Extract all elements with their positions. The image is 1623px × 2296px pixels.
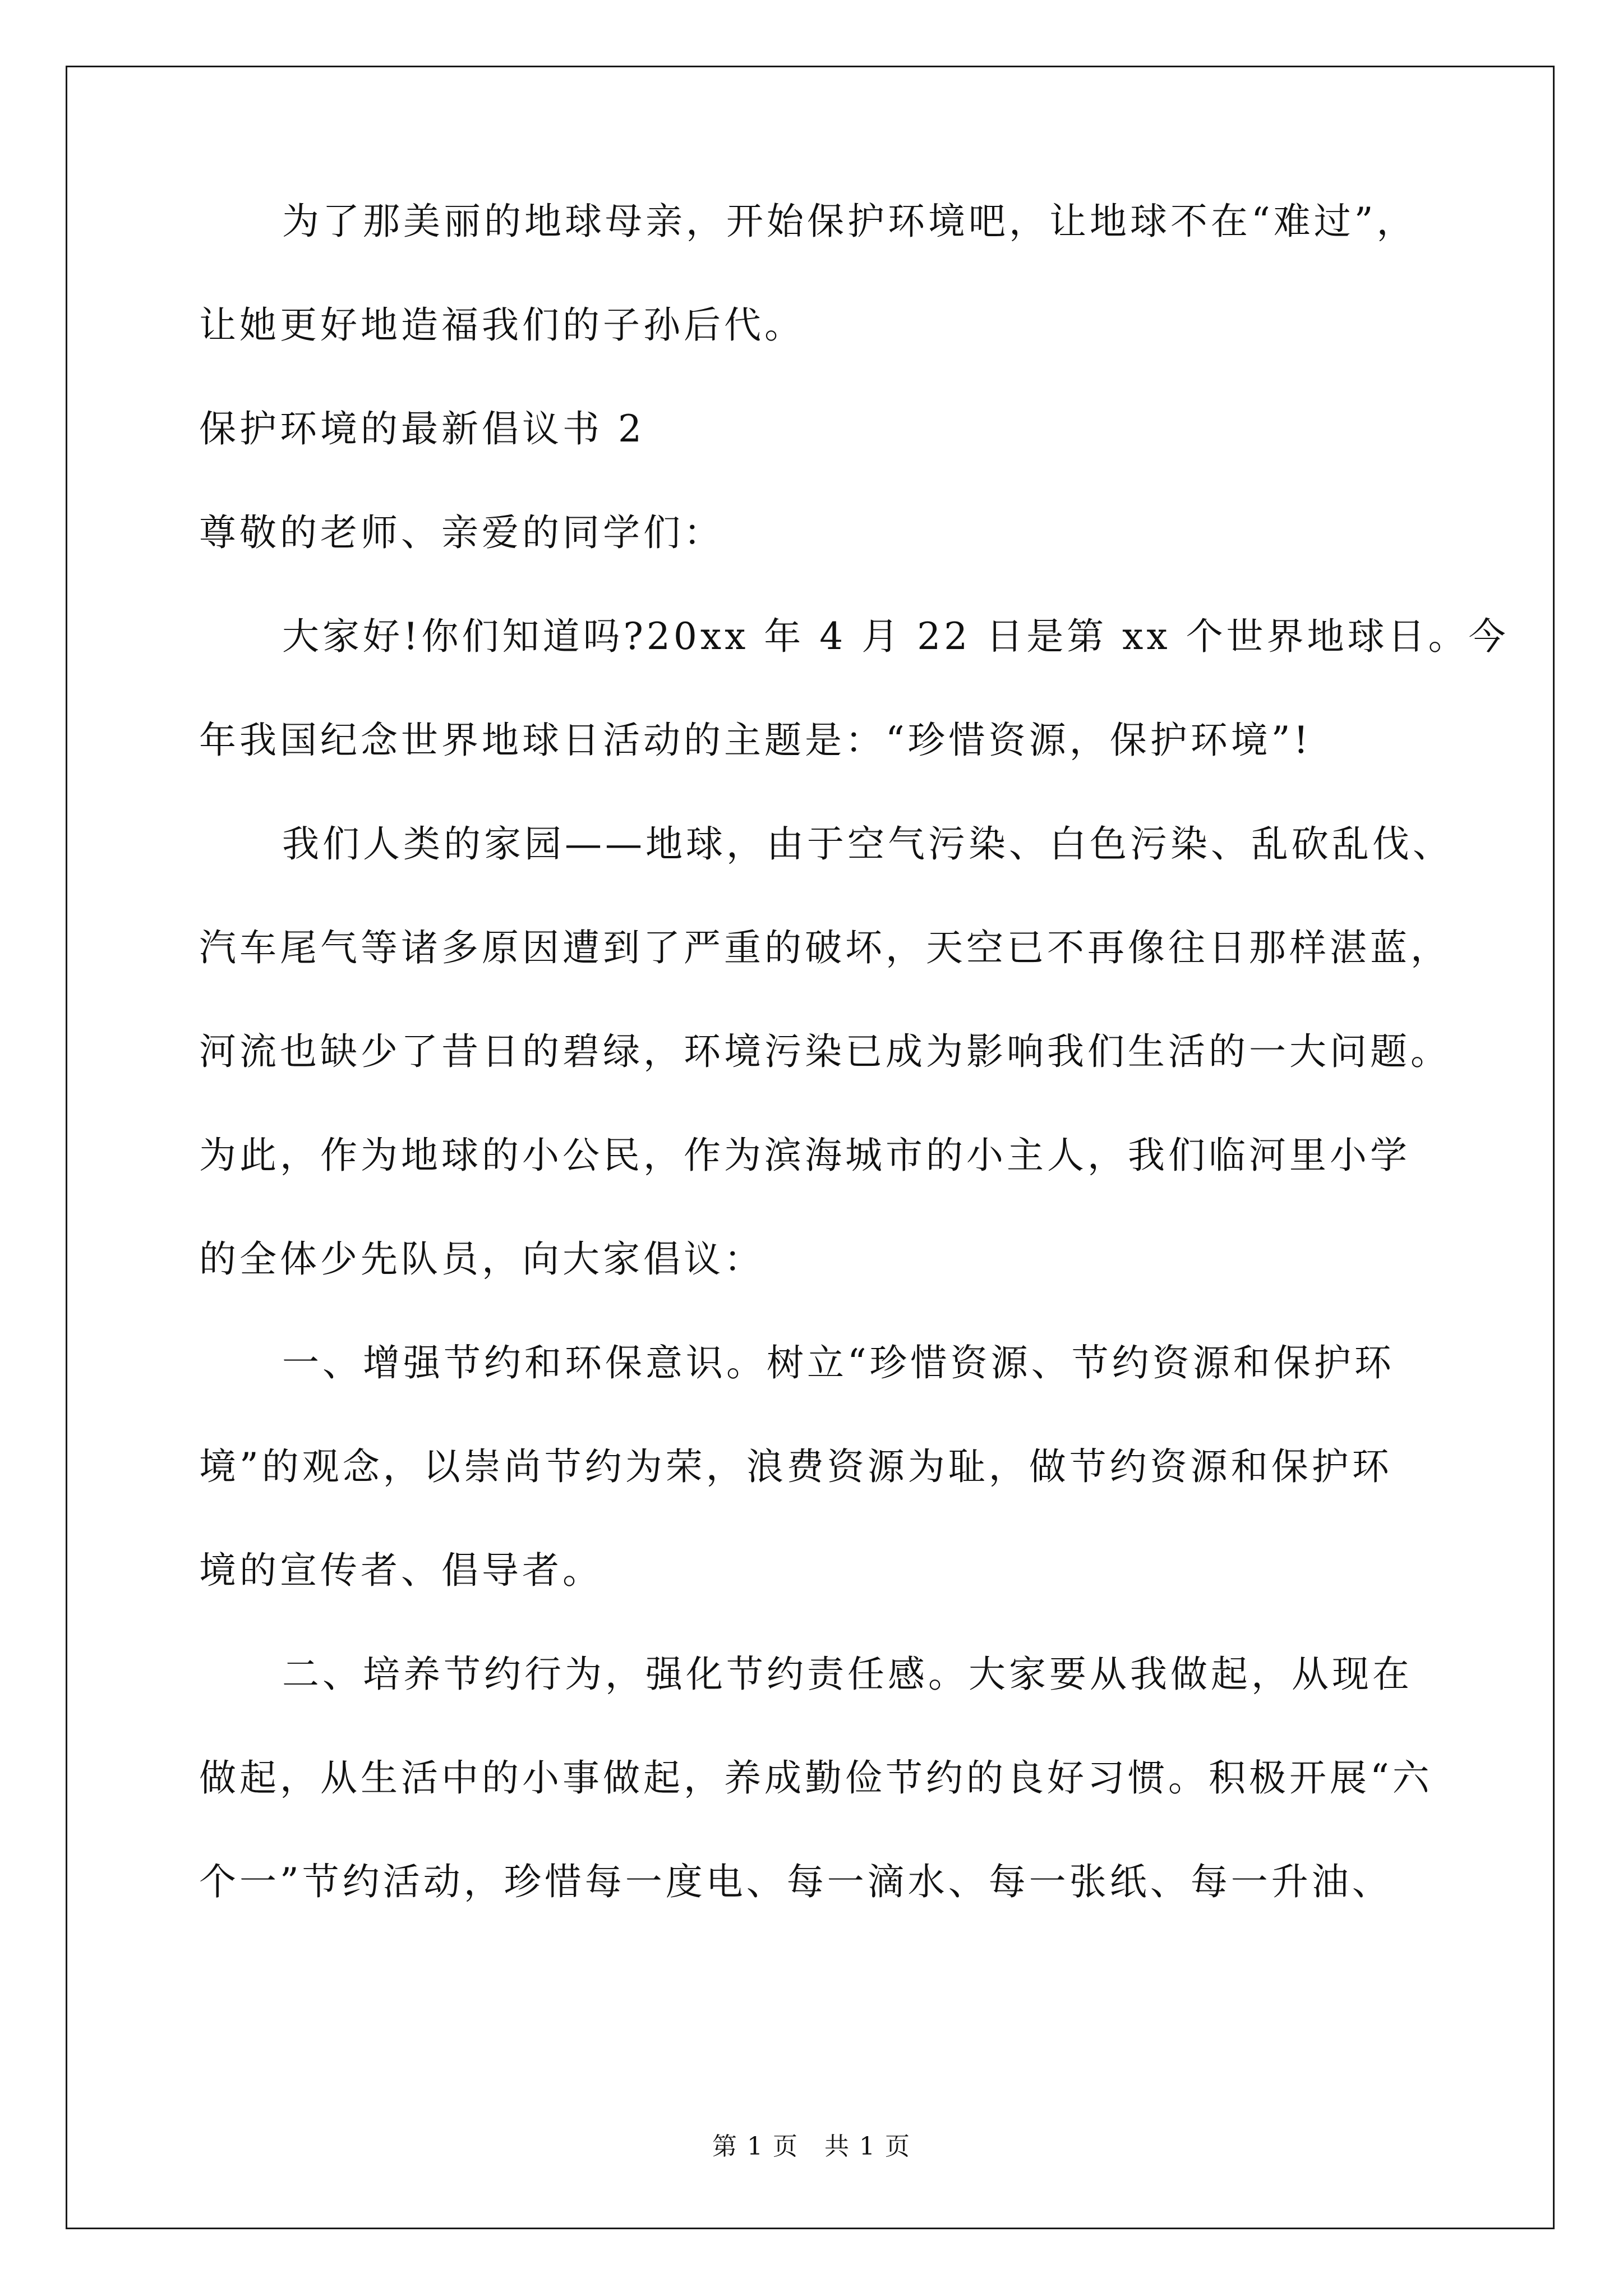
paragraph-line: 一、增强节约和环保意识。树立“珍惜资源、节约资源和保护环 <box>282 1341 1395 1384</box>
page-number-footer: 第 1 页 共 1 页 <box>712 2132 911 2161</box>
paragraph-line: 年我国纪念世界地球日活动的主题是：“珍惜资源，保护环境”! <box>199 719 1312 762</box>
paragraph-line: 境的宣传者、倡导者。 <box>199 1549 603 1592</box>
section-heading: 保护环境的最新倡议书 2 <box>199 407 645 450</box>
paragraph-line: 汽车尾气等诸多原因遭到了严重的破坏，天空已不再像往日那样湛蓝， <box>199 926 1451 969</box>
paragraph-line: 让她更好地造福我们的子孙后代。 <box>199 303 805 347</box>
paragraph-line: 为了那美丽的地球母亲，开始保护环境吧，让地球不在“难过”， <box>282 200 1417 243</box>
salutation: 尊敬的老师、亲爱的同学们： <box>199 511 724 554</box>
paragraph-line: 河流也缺少了昔日的碧绿，环境污染已成为影响我们生活的一大问题。 <box>199 1030 1451 1073</box>
paragraph-line: 境”的观念，以崇尚节约为荣，浪费资源为耻，做节约资源和保护环 <box>199 1445 1393 1488</box>
paragraph-line: 的全体少先队员，向大家倡议： <box>199 1237 764 1281</box>
paragraph-line: 做起，从生活中的小事做起，养成勤俭节约的良好习惯。积极开展“六 <box>199 1756 1433 1800</box>
paragraph-line: 二、培养节约行为，强化节约责任感。大家要从我做起，从现在 <box>282 1653 1413 1696</box>
paragraph-line: 为此，作为地球的小公民，作为滨海城市的小主人，我们临河里小学 <box>199 1134 1410 1177</box>
paragraph-line: 我们人类的家园——地球，由于空气污染、白色污染、乱砍乱伐、 <box>282 822 1453 866</box>
paragraph-line: 大家好!你们知道吗?20xx 年 4 月 22 日是第 xx 个世界地球日。今 <box>282 615 1509 658</box>
paragraph-line: 个一”节约活动，珍惜每一度电、每一滴水、每一张纸、每一升油、 <box>199 1860 1393 1903</box>
